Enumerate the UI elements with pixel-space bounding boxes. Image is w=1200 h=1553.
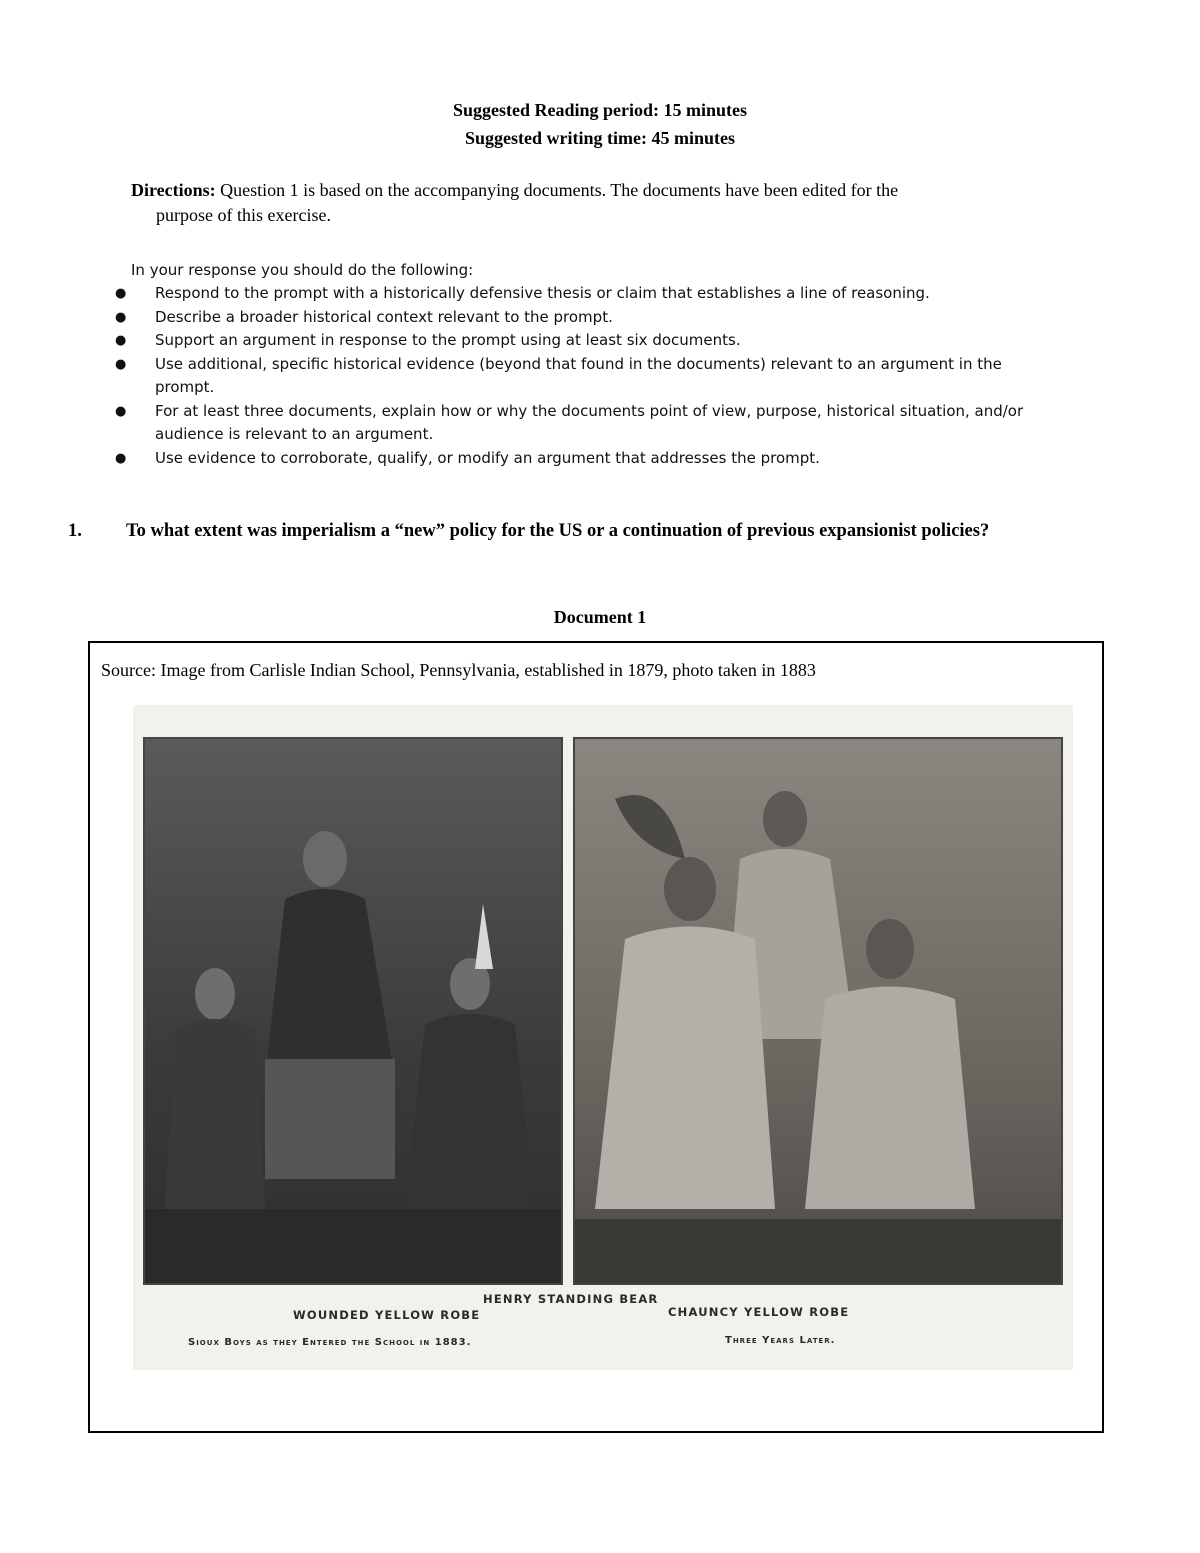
list-item (115, 353, 1075, 377)
directions-line-1 (131, 178, 1091, 203)
instructions-intro: In your response you should do the following: (131, 261, 474, 279)
directions-label: Directions: (131, 180, 216, 200)
list-item-continuation (115, 376, 1075, 400)
caption-before: Sioux Boys as they Entered the School in 1883. (188, 1337, 472, 1348)
writing-time-heading: Suggested writing time: 45 minutes (465, 128, 735, 148)
document-source: Source: Image from Carlisle Indian School, Pennsylvania, established in 1879, photo taken in 1883 (101, 660, 816, 680)
figures-before-image (145, 739, 561, 1283)
list-item (115, 400, 1075, 424)
bullet-icon: ● (115, 403, 127, 419)
list-item-text: Respond to the prompt with a historically defensive thesis or claim that establishes a line of reasoning. (155, 284, 930, 302)
figures-after-image (575, 739, 1061, 1283)
caption-henry-standing-bear: HENRY STANDING BEAR (483, 1292, 659, 1306)
list-item-continuation (115, 423, 1075, 447)
bullet-icon: ● (115, 286, 127, 301)
instructions-list (115, 282, 1075, 470)
list-item (115, 447, 1075, 471)
list-item (115, 306, 1075, 330)
list-item (115, 329, 1075, 353)
directions-text-1: Question 1 is based on the accompanying documents. The documents have been edited for the (215, 180, 899, 200)
caption-after: Three Years Later. (725, 1335, 836, 1346)
directions-text-2: purpose of this exercise. (156, 205, 331, 225)
list-item-text: Support an argument in response to the prompt using at least six documents. (155, 331, 741, 349)
caption-chauncy-yellow-robe: CHAUNCY YELLOW ROBE (668, 1305, 850, 1319)
list-item-text: For at least three documents, explain how or why the documents point of view, purpose, historical situation, and/or (155, 401, 1024, 420)
page-header (0, 96, 1200, 152)
caption-wounded-yellow-robe: WOUNDED YELLOW ROBE (293, 1308, 481, 1322)
photo-panel-before (143, 737, 563, 1285)
historical-photo (133, 705, 1073, 1370)
list-item-text: prompt. (155, 378, 215, 396)
list-item-text: audience is relevant to an argument. (155, 425, 434, 443)
question-text: To what extent was imperialism a “new” policy for the US or a continuation of previous expansionist policies? (126, 521, 990, 541)
list-item-text: Describe a broader historical context relevant to the prompt. (155, 307, 613, 326)
photo-panel-after (573, 737, 1063, 1285)
list-item (115, 282, 1075, 306)
question (68, 518, 1178, 544)
list-item-text: Use additional, specific historical evidence (beyond that found in the documents) relevant to an argument in the (155, 354, 1002, 373)
question-number: 1. (68, 521, 82, 541)
bullet-icon: ● (115, 356, 127, 372)
directions (131, 178, 1091, 228)
bullet-icon: ● (115, 333, 127, 348)
list-item-text: Use evidence to corroborate, qualify, or modify an argument that addresses the prompt. (155, 448, 820, 467)
reading-period-heading: Suggested Reading period: 15 minutes (452, 100, 748, 120)
bullet-icon: ● (115, 309, 127, 325)
document-title: Document 1 (553, 607, 647, 627)
bullet-icon: ● (115, 450, 127, 466)
